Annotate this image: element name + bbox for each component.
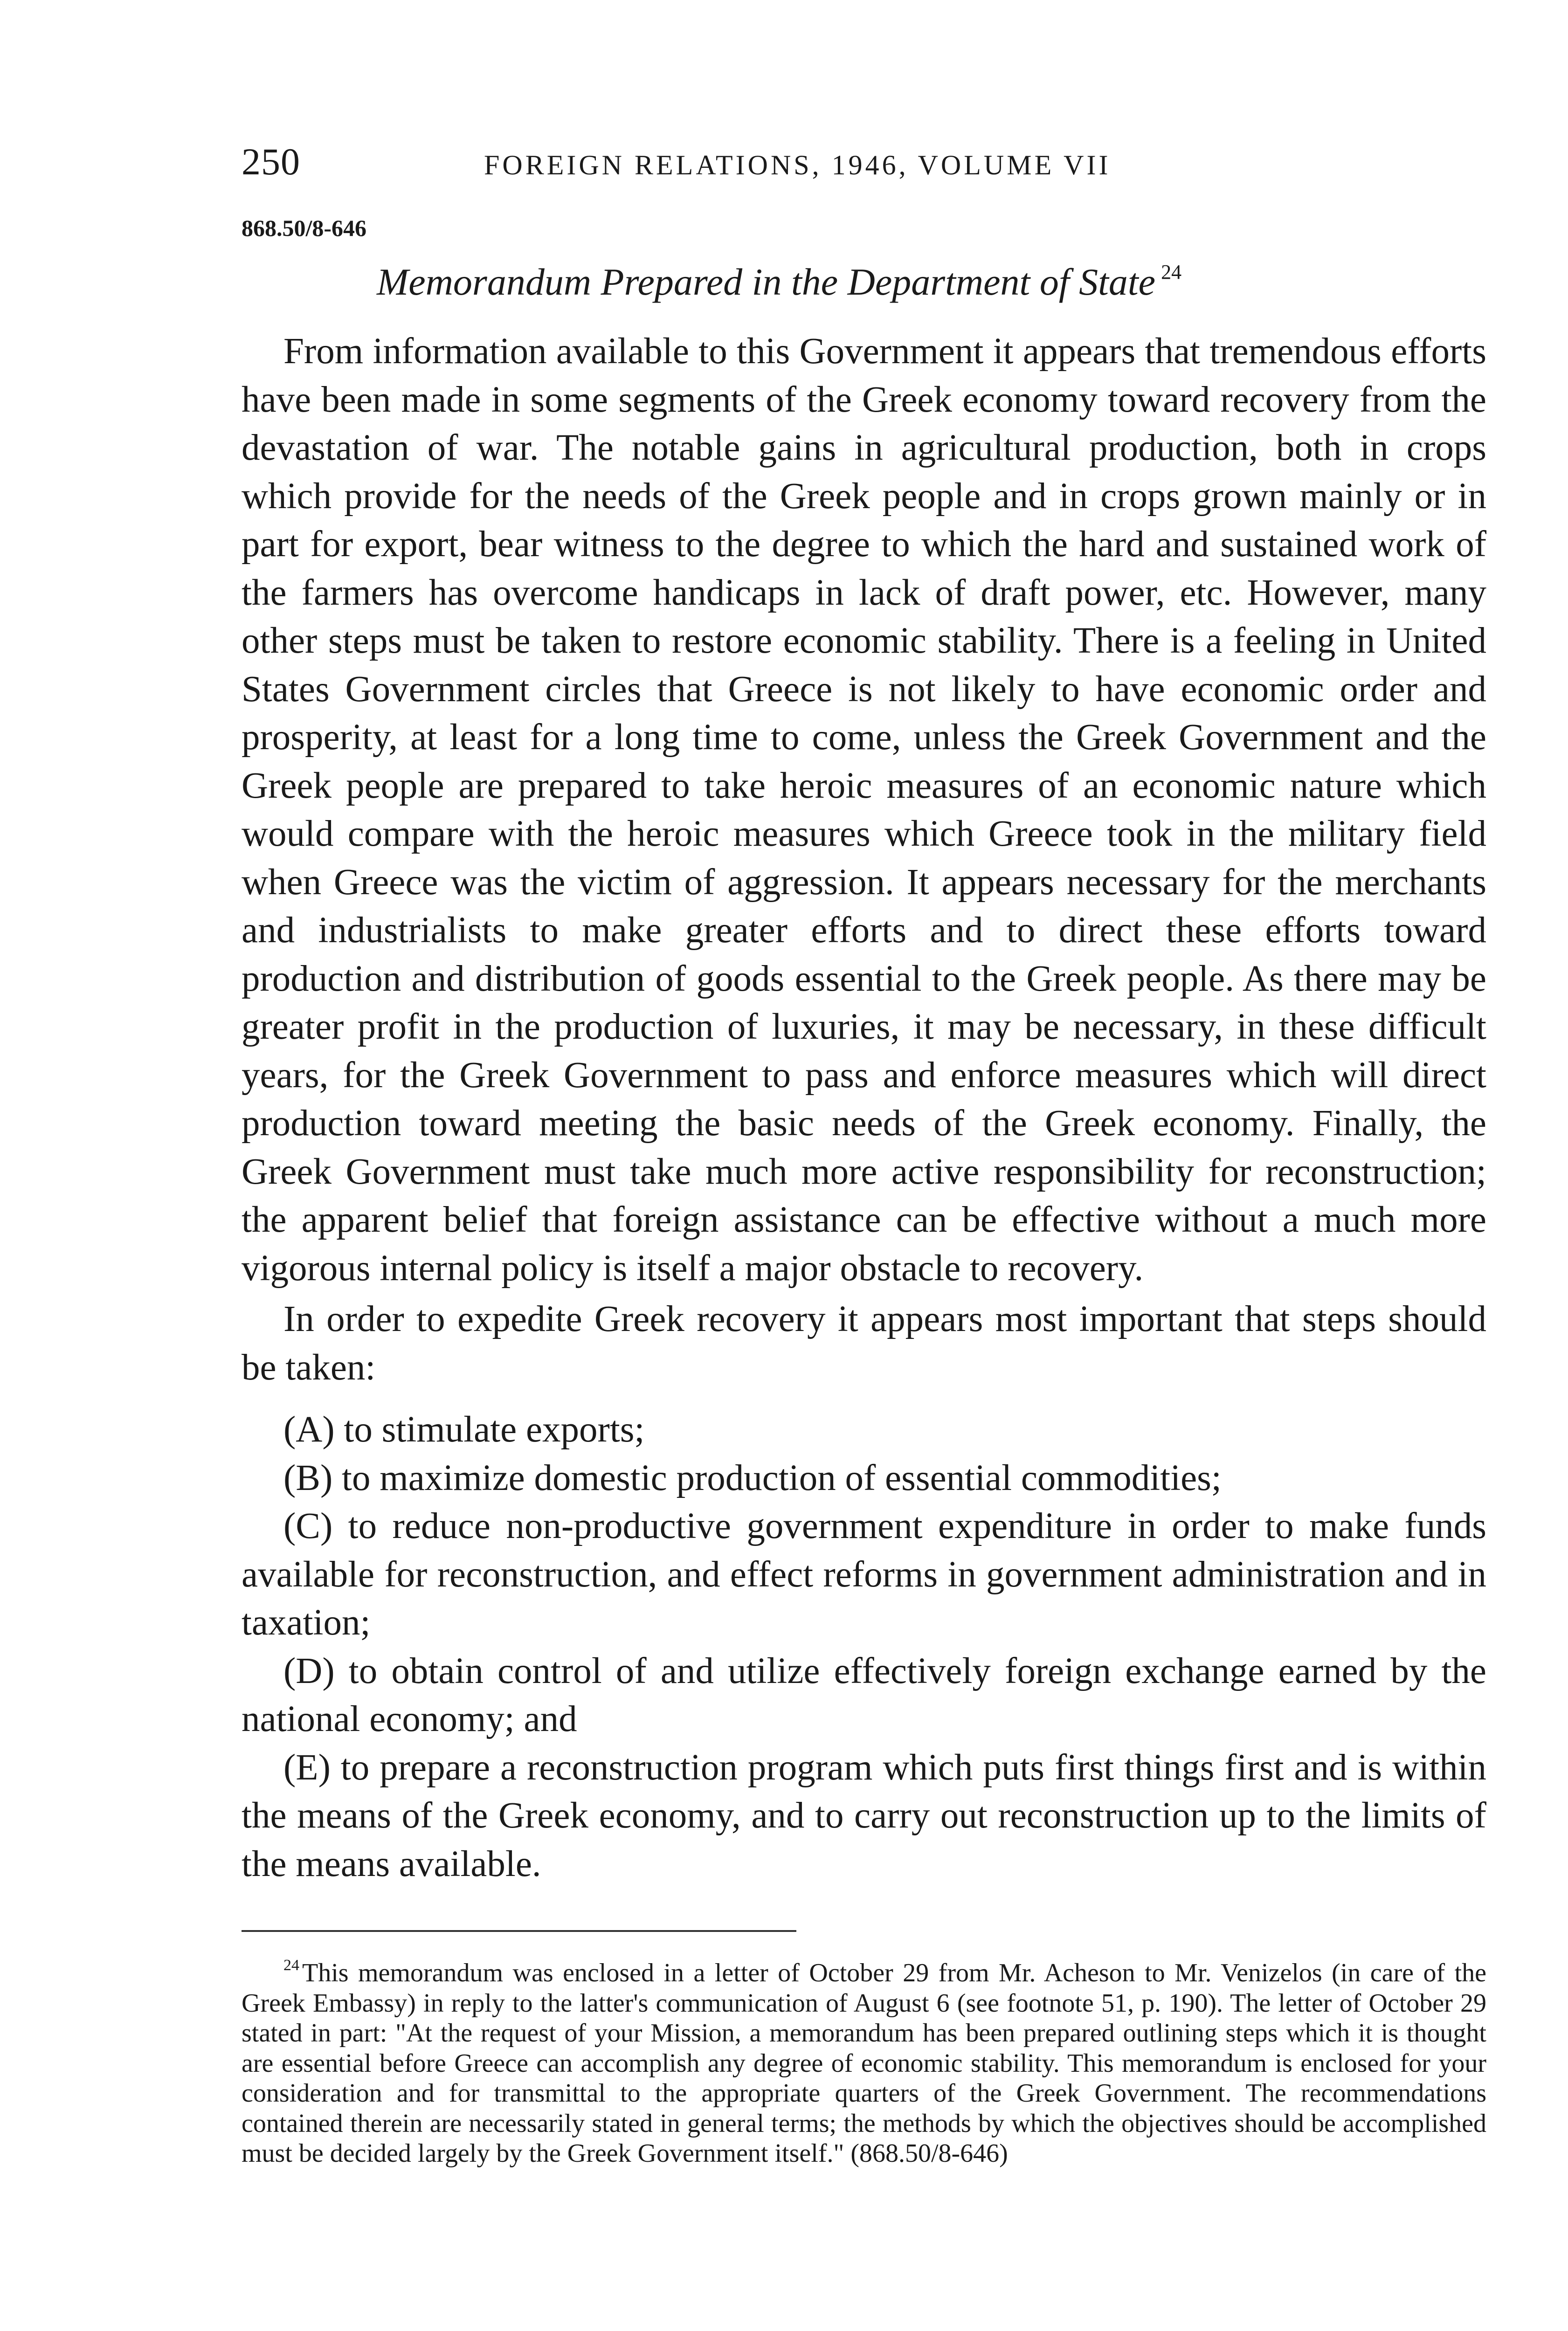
list-item: (A) to stimulate exports;	[283, 1409, 645, 1450]
footnote-divider	[242, 1930, 796, 1932]
file-number: 868.50/8-646	[242, 215, 367, 241]
document-page	[242, 140, 1486, 2169]
body-paragraph-2: In order to expedite Greek recovery it appears most important that steps should be taken:	[242, 1299, 1486, 1388]
footnote-marker: 24	[283, 1957, 299, 1974]
list-item: (D) to obtain control of and utilize effectively foreign exchange earned by the national economy; and	[242, 1650, 1486, 1739]
body-paragraph-1: From information available to this Government it appears that tremendous efforts have been made in some segments of the Greek economy toward recovery from the devastation of war. The notable gains in agricultural production, both in crops which provide for the needs of the Greek people and in crops grown mainly or in part for export, bear witness to the degree to which the hard and sustained work of the farmers has overcome handicaps in lack of draft power, etc. However, many other steps must be taken to restore economic stability. There is a feeling in United States Government circles that Greece is not likely to have economic order and prosperity, at least for a long time to come, unless the Greek Government and the Greek people are prepared to take heroic measures of an economic nature which would compare with the heroic measures which Greece took in the military field when Greece was the victim of aggression. It appears necessary for the merchants and industrialists to make greater efforts and to direct these efforts toward production and distribution of goods essential to the Greek people. As there may be greater profit in the production of luxuries, it may be necessary, in these difficult years, for the Greek Government to pass and enforce measures which will direct production toward meeting the basic needs of the Greek economy. Finally, the Greek Government must take much more active responsibility for reconstruction; the apparent belief that foreign assistance can be effective without a much more vigorous internal policy is itself a major obstacle to recovery.	[242, 331, 1486, 1289]
list-item: (C) to reduce non-productive government expenditure in order to make funds available for reconstruction, and effect reforms in government administration and in taxation;	[242, 1506, 1486, 1643]
document-title-text: Memorandum Prepared in the Department of State	[377, 261, 1156, 303]
document-title	[377, 260, 1486, 304]
recommendation-list	[242, 1406, 1486, 1888]
footnote	[242, 1951, 1486, 2169]
journal-title: FOREIGN RELATIONS, 1946, VOLUME VII	[484, 150, 1111, 180]
footnote-reference[interactable]: 24	[1161, 261, 1182, 283]
page-number: 250	[242, 140, 300, 183]
running-head	[242, 140, 1486, 191]
list-item: (B) to maximize domestic production of essential commodities;	[283, 1457, 1222, 1498]
list-item: (E) to prepare a reconstruction program which puts first things first and is within the means of the Greek economy, and to carry out reconstruction up to the limits of the means available.	[242, 1747, 1486, 1884]
footnote-text: This memorandum was enclosed in a letter of October 29 from Mr. Acheson to Mr. Venizelos (in care of the Greek Embassy) in reply to the latter's communication of August 6 (see footnote 51, p. 190). The letter of October 29 stated in part: "At the request of your Mission, a memorandum has been prepared outlining steps which it is thought are essential before Greece can accomplish any degree of economic stability. This memorandum is enclosed for your consideration and for transmittal to the appropriate quarters of the Greek Government. The recommendations contained therein are necessarily stated in general terms; the methods by which the objectives should be accomplished must be decided largely by the Greek Government itself." (868.50/8-646)	[242, 1959, 1486, 2168]
